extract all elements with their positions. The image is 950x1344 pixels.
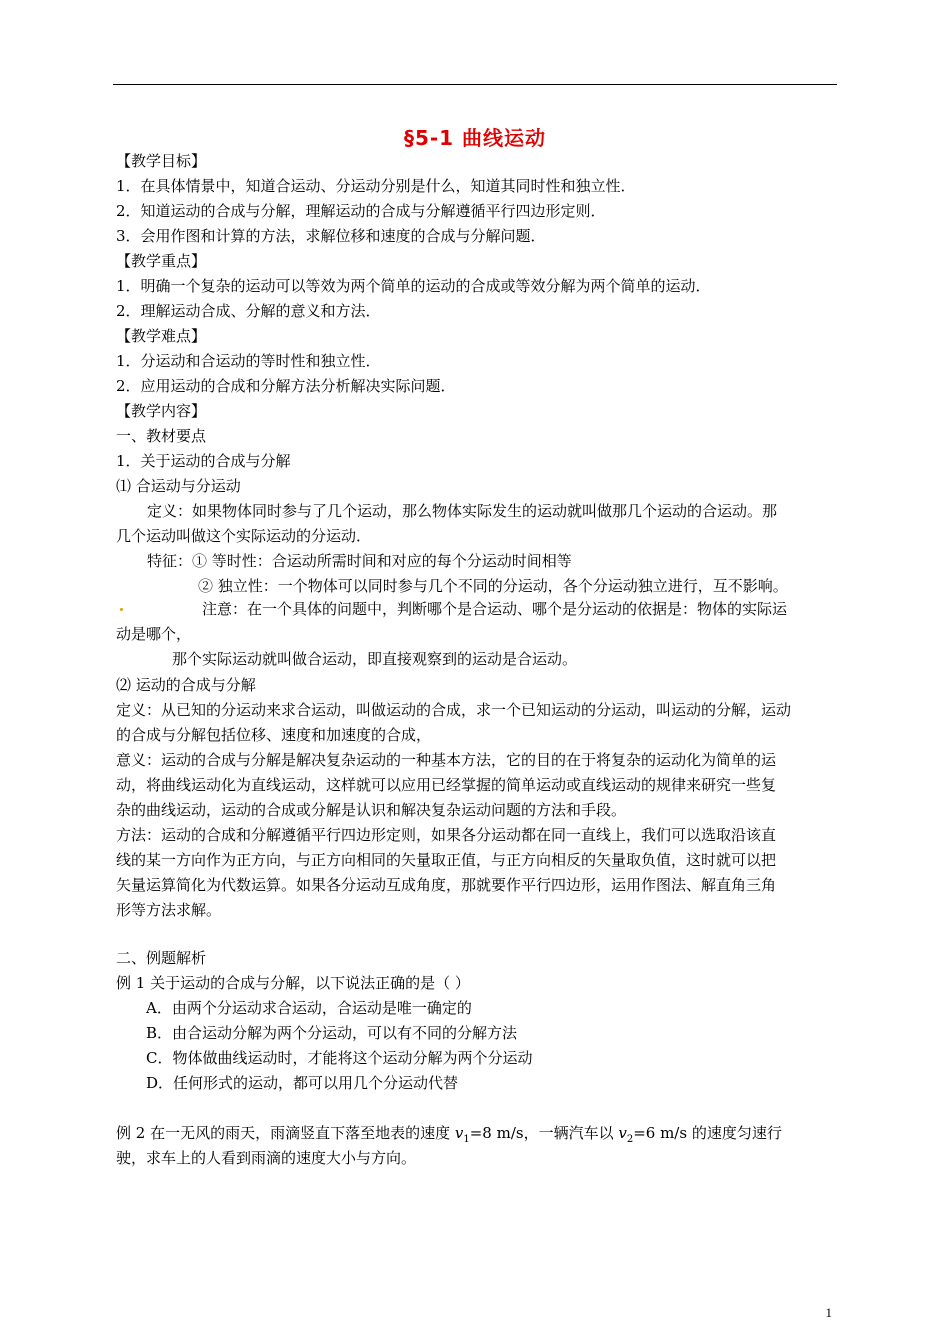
feature-text: ② 独立性：一个物体可以同时参与几个不同的分运动，各个分运动独立进行，互不影响。 xyxy=(198,577,788,595)
note-text: 那个实际运动就叫做合运动，即直接观察到的运动是合运动。 xyxy=(172,650,578,668)
goal-item: 3．会用作图和计算的方法，求解位移和速度的合成与分解问题． xyxy=(116,227,546,245)
focus-item: 2．理解运动合成、分解的意义和方法． xyxy=(116,302,381,320)
part-heading: ⑴ 合运动与分运动 xyxy=(116,477,241,495)
note-text: 动是哪个， xyxy=(116,625,192,643)
example-1-option: C．物体做曲线运动时，才能将这个运动分解为两个分运动 xyxy=(146,1049,533,1067)
example-2-text: =8 m/s，一辆汽车以 xyxy=(469,1124,619,1142)
example-1-option: B．由合运动分解为两个分运动，可以有不同的分解方法 xyxy=(146,1024,518,1042)
example-1-stem: 例 1 关于运动的合成与分解，以下说法正确的是（ ） xyxy=(116,974,470,992)
note-text: 注意：在一个具体的问题中，判断哪个是合运动、哪个是分运动的依据是：物体的实际运 xyxy=(202,600,788,618)
section-heading: 二、例题解析 xyxy=(116,949,207,967)
definition-text: 的合成与分解包括位移、速度和加速度的合成， xyxy=(116,726,432,744)
meaning-text: 动，将曲线运动化为直线运动，这样就可以应用已经掌握的简单运动或直线运动的规律来研究一些复 xyxy=(116,776,777,794)
meaning-text: 意义：运动的合成与分解是解决复杂运动的一种基本方法，它的目的在于将复杂的运动化为简单的运 xyxy=(116,751,777,769)
method-text: 线的某一方向作为正方向，与正方向相同的矢量取正值，与正方向相反的矢量取负值，这时就可以把 xyxy=(116,851,777,869)
velocity-symbol: v xyxy=(618,1124,627,1142)
section-heading: 一、教材要点 xyxy=(116,427,207,445)
example-1-option: A．由两个分运动求合运动，合运动是唯一确定的 xyxy=(146,999,472,1017)
page-title: §5-1 曲线运动 xyxy=(403,126,547,150)
stray-mark xyxy=(120,608,123,611)
example-1-option: D．任何形式的运动，都可以用几个分运动代替 xyxy=(146,1074,459,1092)
meaning-text: 杂的曲线运动，运动的合成或分解是认识和解决复杂运动问题的方法和手段。 xyxy=(116,801,627,819)
header-rule xyxy=(113,84,837,85)
page-number: 1 xyxy=(825,1305,832,1320)
feature-text: 特征：① 等时性：合运动所需时间和对应的每个分运动时间相等 xyxy=(147,552,572,570)
example-2-stem xyxy=(116,1123,782,1143)
focus-item: 1．明确一个复杂的运动可以等效为两个简单的运动的合成或等效分解为两个简单的运动． xyxy=(116,277,711,295)
method-text: 形等方法求解。 xyxy=(116,901,222,919)
method-text: 矢量运算简化为代数运算。如果各分运动互成角度，那就要作平行四边形，运用作图法、解直角三角 xyxy=(116,876,777,894)
example-2-text: =6 m/s 的速度匀速行 xyxy=(633,1124,782,1142)
content-heading: 【教学内容】 xyxy=(116,402,207,420)
definition-text: 几个运动叫做这个实际运动的分运动． xyxy=(116,527,372,545)
subsection-heading: 1．关于运动的合成与分解 xyxy=(116,452,291,470)
goal-item: 2．知道运动的合成与分解，理解运动的合成与分解遵循平行四边形定则． xyxy=(116,202,606,220)
velocity-subscript: 2 xyxy=(626,1134,634,1145)
example-2-text: 例 2 在一无风的雨天，雨滴竖直下落至地表的速度 xyxy=(116,1124,455,1142)
difficulty-item: 1．分运动和合运动的等时性和独立性． xyxy=(116,352,381,370)
example-2-text: 驶，求车上的人看到雨滴的速度大小与方向。 xyxy=(116,1149,417,1167)
part-heading: ⑵ 运动的合成与分解 xyxy=(116,676,256,694)
focus-heading: 【教学重点】 xyxy=(116,252,207,270)
difficulty-heading: 【教学难点】 xyxy=(116,327,207,345)
goals-heading: 【教学目标】 xyxy=(116,152,207,170)
definition-text: 定义：如果物体同时参与了几个运动，那么物体实际发生的运动就叫做那几个运动的合运动。那 xyxy=(147,502,778,520)
difficulty-item: 2．应用运动的合成和分解方法分析解决实际问题． xyxy=(116,377,456,395)
velocity-symbol: v xyxy=(454,1124,464,1142)
method-text: 方法：运动的合成和分解遵循平行四边形定则，如果各分运动都在同一直线上，我们可以选取沿该直 xyxy=(116,826,777,844)
velocity-subscript: 1 xyxy=(463,1134,470,1145)
goal-item: 1．在具体情景中，知道合运动、分运动分别是什么，知道其同时性和独立性． xyxy=(116,177,636,195)
definition-text: 定义：从已知的分运动来求合运动，叫做运动的合成，求一个已知运动的分运动，叫运动的分解，运动 xyxy=(116,701,792,719)
